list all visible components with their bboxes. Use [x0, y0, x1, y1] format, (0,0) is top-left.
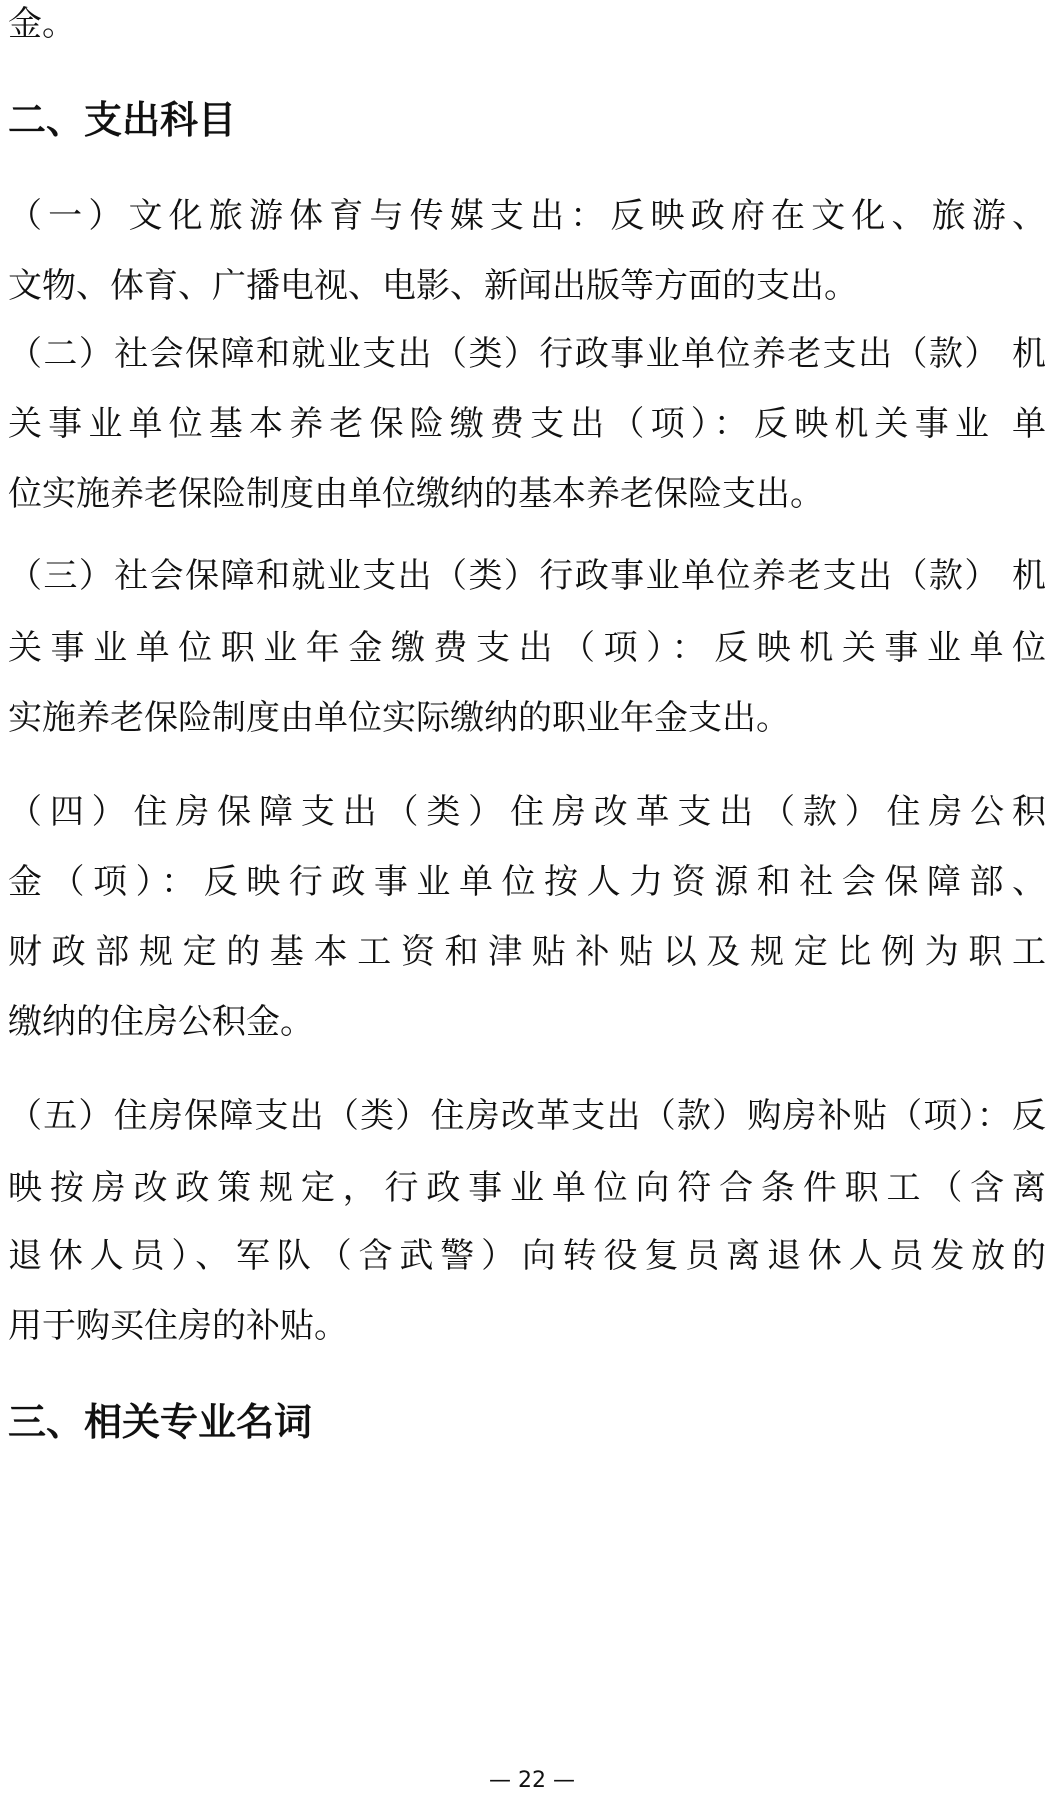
paragraph-line: （三）社会保障和就业支出（类）行政事业单位养老支出（款） 机	[8, 556, 1046, 596]
paragraph-line: 映按房改政策规定，行政事业单位向符合条件职工（含离	[8, 1168, 1046, 1208]
paragraph-line: 文物、体育、广播电视、电影、新闻出版等方面的支出。	[8, 266, 858, 306]
paragraph-line: 实施养老保险制度由单位实际缴纳的职业年金支出。	[8, 698, 790, 738]
paragraph-line: 关事业单位基本养老保险缴费支出（项）：反映机关事业 单	[8, 404, 1046, 444]
paragraph-line: 用于购买住房的补贴。	[8, 1306, 348, 1346]
paragraph-line: （四）住房保障支出（类）住房改革支出（款）住房公积	[8, 792, 1046, 832]
paragraph-line: 退休人员）、军队（含武警）向转役复员离退休人员发放的	[8, 1236, 1046, 1276]
paragraph-line: 关事业单位职业年金缴费支出（项）：反映机关事业单位	[8, 628, 1046, 668]
section-heading-expenditure-items: 二、支出科目	[8, 98, 237, 142]
intro-tail-text: 金。	[8, 4, 76, 44]
paragraph-line: （五）住房保障支出（类）住房改革支出（款）购房补贴（项）：反	[8, 1096, 1046, 1136]
paragraph-line: 位实施养老保险制度由单位缴纳的基本养老保险支出。	[8, 474, 824, 514]
paragraph-line: （二）社会保障和就业支出（类）行政事业单位养老支出（款） 机	[8, 334, 1046, 374]
page-number: — 22 —	[489, 1768, 575, 1793]
paragraph-line: 财政部规定的基本工资和津贴补贴以及规定比例为职工	[8, 932, 1046, 972]
section-heading-related-terms: 三、相关专业名词	[8, 1400, 313, 1444]
paragraph-line: （一）文化旅游体育与传媒支出：反映政府在文化、旅游、	[8, 196, 1046, 236]
paragraph-line: 金（项）：反映行政事业单位按人力资源和社会保障部、	[8, 862, 1046, 902]
paragraph-line: 缴纳的住房公积金。	[8, 1002, 314, 1042]
